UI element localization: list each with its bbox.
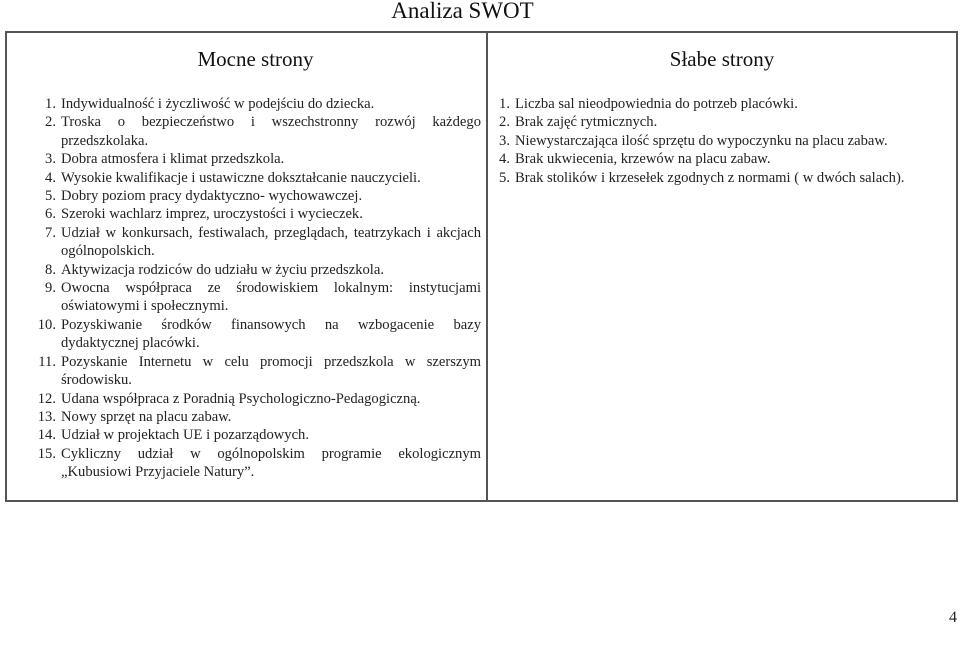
list-item-text: Udana współpraca z Poradnią Psychologiczno-Pedagogiczną.: [61, 390, 421, 407]
weakness-item: [488, 113, 938, 131]
list-item-text: Wysokie kwalifikacje i ustawiczne dokształcanie nauczycieli.: [61, 169, 421, 186]
strength-item: [7, 169, 481, 187]
weaknesses-column: [488, 33, 956, 500]
list-item-number: 11.: [38, 353, 56, 370]
weakness-item: [488, 150, 938, 168]
strength-item: [7, 187, 481, 205]
strength-item: [7, 279, 481, 316]
list-item-number: 1.: [45, 96, 56, 112]
list-item-number: 9.: [45, 280, 56, 297]
strength-item: [7, 113, 481, 150]
list-item-number: 4.: [45, 169, 56, 186]
weaknesses-list: [488, 95, 938, 187]
list-item-text: Pozyskanie Internetu w celu promocji przedszkola w szerszym środowisku.: [61, 353, 481, 389]
strength-item: [7, 408, 481, 426]
weaknesses-header: Słabe strony: [669, 47, 775, 71]
list-item-text: Nowy sprzęt na placu zabaw.: [61, 408, 232, 425]
weakness-item: [488, 169, 938, 187]
list-item-number: 2.: [45, 114, 56, 131]
strengths-column: [7, 33, 488, 500]
strength-item: [7, 205, 481, 223]
list-item-text: Szeroki wachlarz imprez, uroczystości i wycieczek.: [61, 206, 363, 223]
strength-item: [7, 316, 481, 353]
list-item-number: 7.: [45, 224, 56, 241]
list-item-number: 2.: [499, 114, 510, 131]
list-item-text: Niewystarczająca ilość sprzętu do wypoczynku na placu zabaw.: [515, 132, 888, 149]
list-item-number: 14.: [37, 427, 56, 444]
strength-item: [7, 261, 481, 279]
list-item-text: Brak ukwiecenia, krzewów na placu zabaw.: [515, 151, 771, 168]
list-item-text: Udział w konkursach, festiwalach, przeglądach, teatrzykach i akcjach ogólnopolskich.: [61, 224, 481, 260]
list-item-number: 1.: [499, 96, 510, 112]
strengths-header: Mocne strony: [197, 47, 314, 71]
list-item-text: Liczba sal nieodpowiednia do potrzeb placówki.: [515, 96, 798, 112]
strength-item: [7, 445, 481, 482]
list-item-text: Brak stolików i krzesełek zgodnych z normami ( w dwóch salach).: [515, 169, 905, 186]
weakness-item: [488, 95, 938, 113]
swot-table: [5, 31, 958, 502]
list-item-number: 5.: [499, 169, 510, 186]
list-item-number: 10.: [37, 316, 56, 333]
strength-item: [7, 224, 481, 261]
list-item-number: 4.: [499, 151, 510, 168]
list-item-text: Dobra atmosfera i klimat przedszkola.: [61, 151, 285, 168]
list-item-number: 6.: [45, 206, 56, 223]
list-item-text: Owocna współpraca ze środowiskiem lokalnym: instytucjami oświatowymi i społecznymi.: [61, 280, 481, 315]
list-item-text: Indywidualność i życzliwość w podejściu do dziecka.: [61, 96, 375, 112]
list-item-text: Brak zajęć rytmicznych.: [515, 114, 658, 131]
list-item-number: 13.: [37, 408, 56, 425]
page-number: 4: [949, 609, 957, 626]
list-item-number: 3.: [499, 132, 510, 149]
strengths-list: [7, 95, 481, 482]
list-item-text: Aktywizacja rodziców do udziału w życiu przedszkola.: [61, 261, 384, 278]
list-item-number: 12.: [37, 390, 56, 407]
list-item-number: 8.: [45, 261, 56, 278]
list-item-text: Pozyskiwanie środków finansowych na wzbogacenie bazy dydaktycznej placówki.: [61, 316, 481, 352]
list-item-number: 5.: [45, 188, 56, 205]
strength-item: [7, 95, 481, 113]
list-item-text: Troska o bezpieczeństwo i wszechstronny rozwój każdego przedszkolaka.: [61, 114, 481, 149]
list-item-text: Dobry poziom pracy dydaktyczno- wychowawczej.: [61, 188, 363, 205]
page-title: Analiza SWOT: [391, 0, 534, 23]
strength-item: [7, 150, 481, 168]
list-item-number: 3.: [45, 151, 56, 168]
list-item-text: Udział w projektach UE i pozarządowych.: [61, 427, 309, 444]
weakness-item: [488, 132, 938, 150]
list-item-number: 15.: [37, 445, 56, 462]
strength-item: [7, 390, 481, 408]
strength-item: [7, 426, 481, 444]
strength-item: [7, 353, 481, 390]
list-item-text: Cykliczny udział w ogólnopolskim programie ekologicznym „Kubusiowi Przyjaciele Natury”.: [61, 445, 481, 481]
